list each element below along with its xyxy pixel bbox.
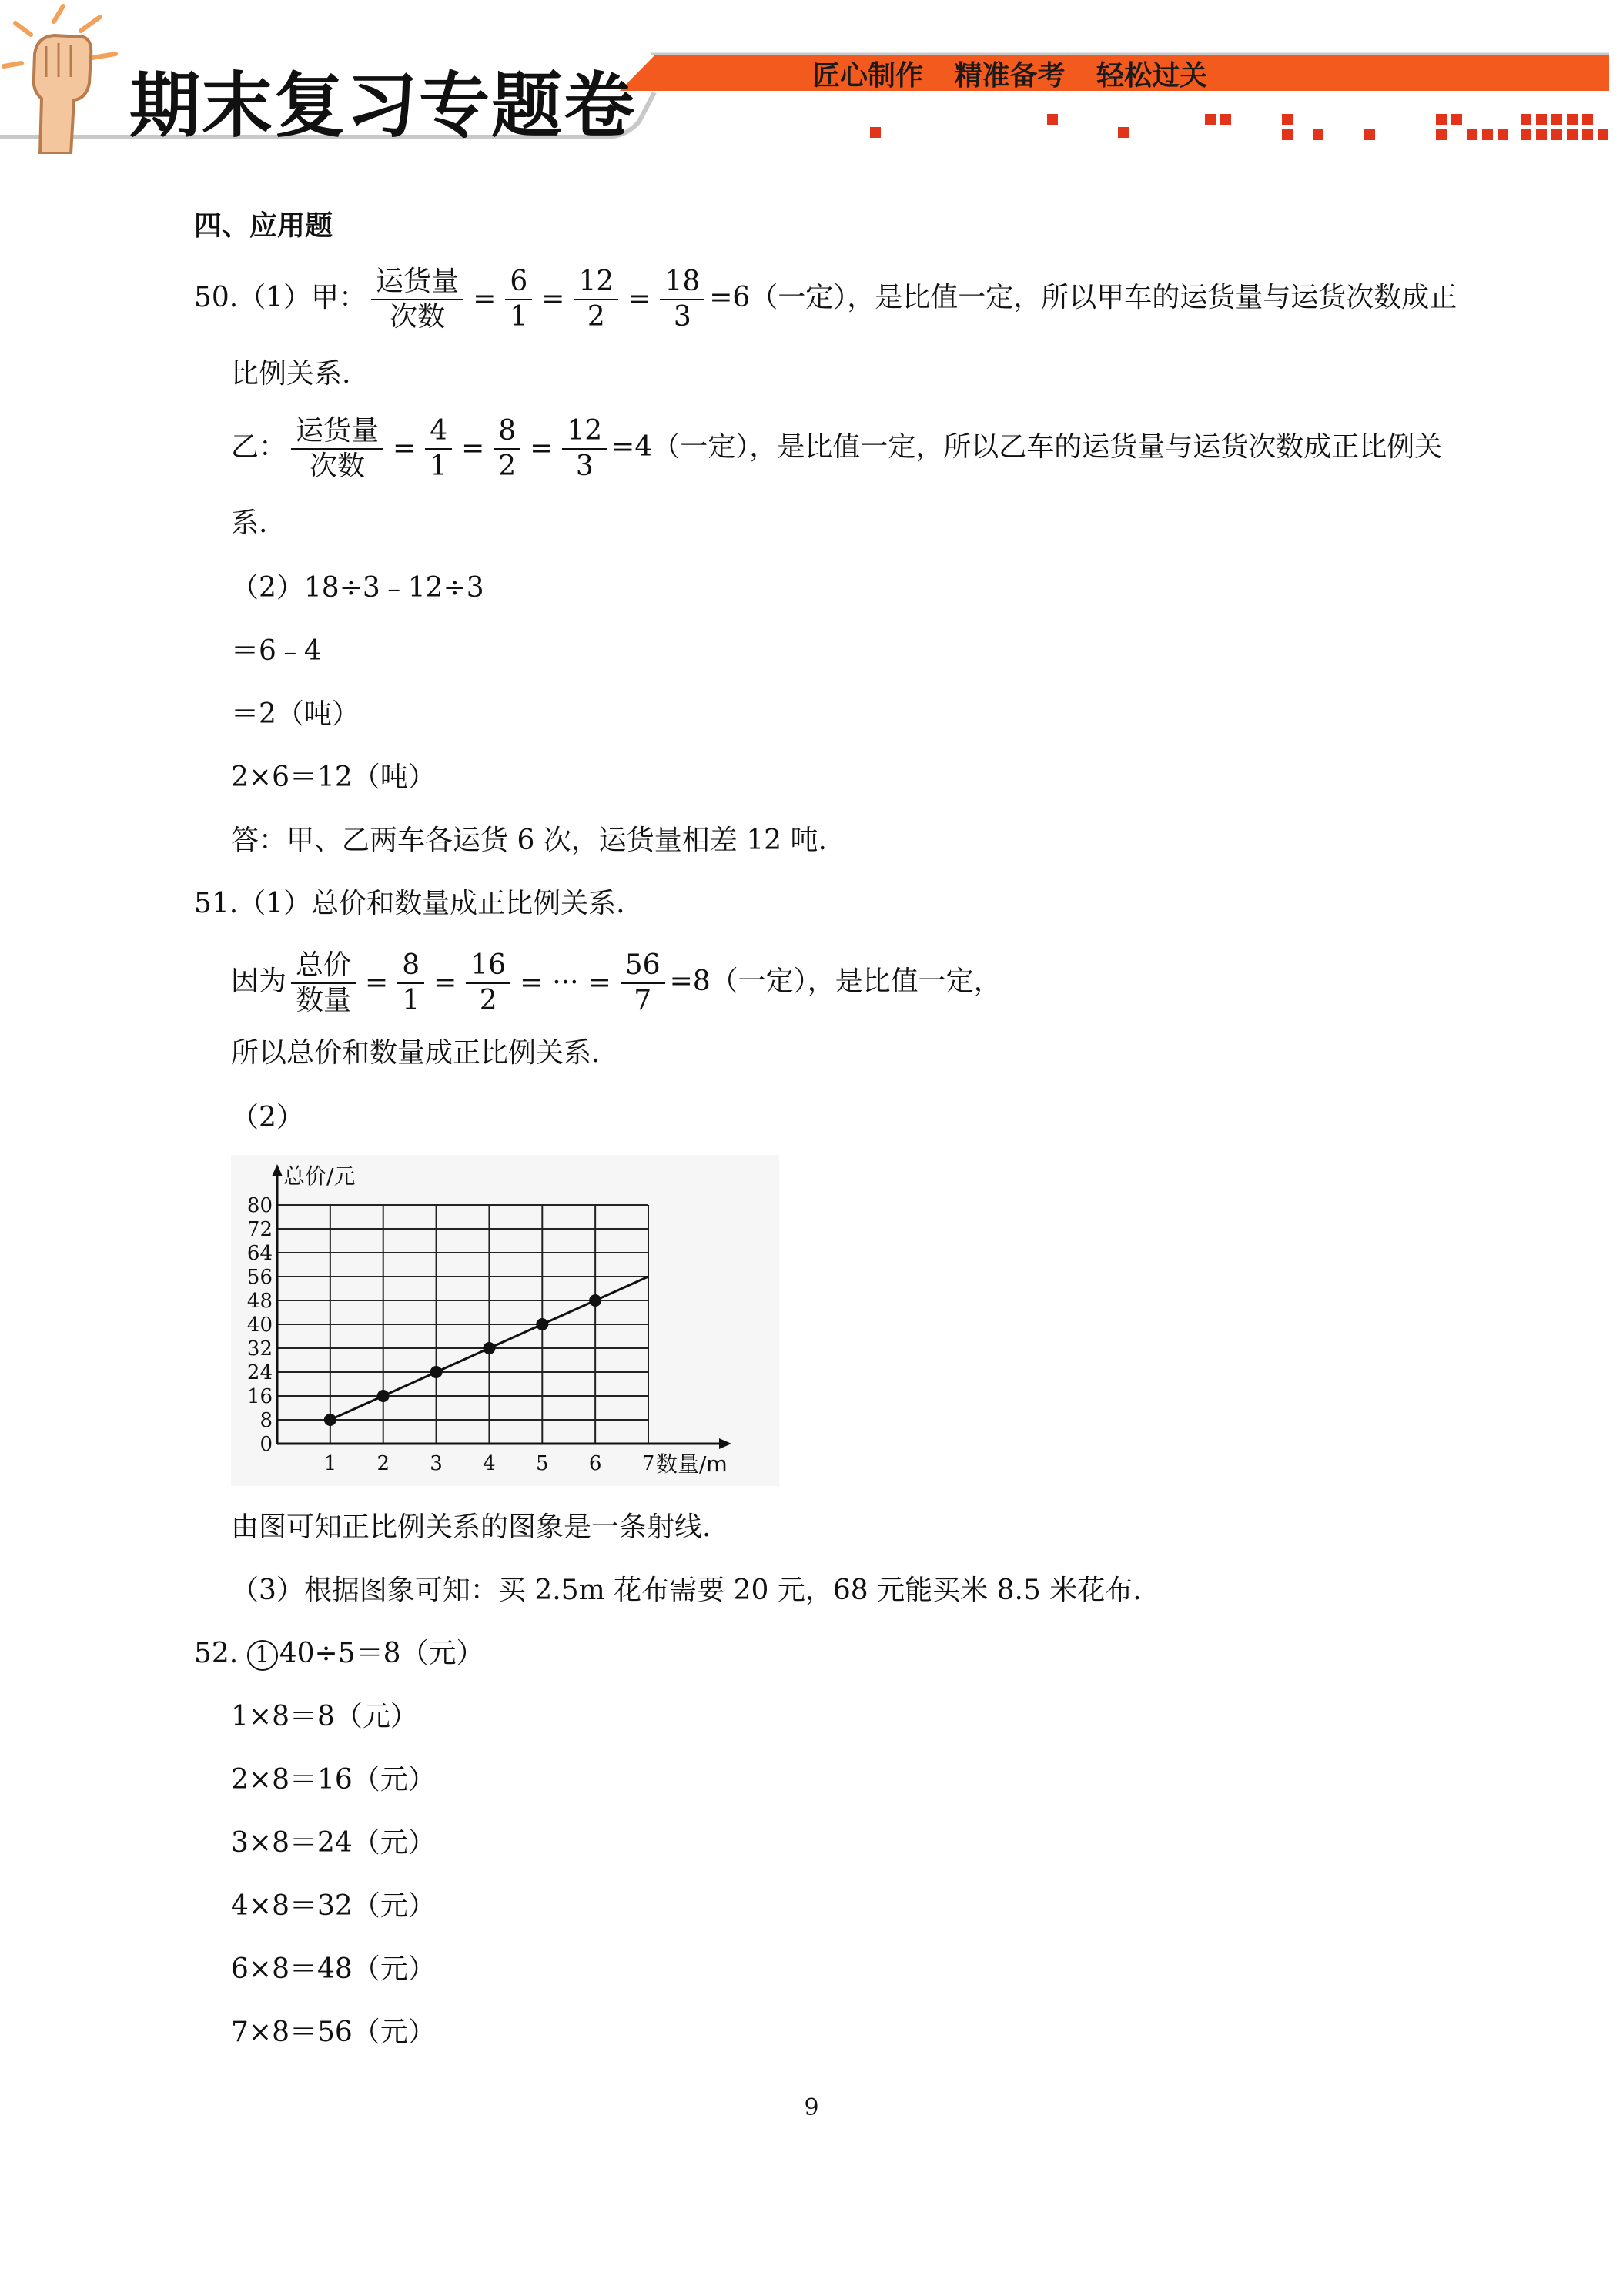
price-quantity-chart — [231, 1155, 779, 1486]
fraction: $\frac{12}{3}$ — [562, 414, 607, 484]
y-tick-label: 32 — [246, 1337, 273, 1361]
y-tick-label: 56 — [246, 1266, 273, 1289]
q50-part2-line-1: （2）18÷3﹣12÷3 — [231, 572, 484, 604]
raised-fist-icon — [0, 0, 131, 154]
fraction: $\frac{4}{1}$ — [425, 414, 452, 484]
q50-answer: 答：甲、乙两车各运货 6 次，运货量相差 12 吨. — [231, 825, 827, 856]
x-tick-label: 3 — [430, 1452, 443, 1475]
data-point — [377, 1390, 390, 1402]
y-tick-label: 80 — [246, 1194, 273, 1217]
data-point — [324, 1414, 336, 1426]
data-point — [483, 1342, 495, 1354]
q50-line-jia-cont: 比例关系. — [231, 358, 351, 390]
fraction-price-over-quantity: 总价 数量 — [291, 949, 356, 1018]
x-axis-arrow — [719, 1438, 731, 1449]
y-tick-label: 48 — [246, 1290, 273, 1313]
q52-line-7: 7×8＝56（元） — [231, 2017, 436, 2048]
q51-part3: （3）根据图象可知：买 2.5m 花布需要 20 元，68 元能买米 8.5 米花布. — [231, 1575, 1142, 1606]
q52-line-2: 1×8＝8（元） — [231, 1701, 418, 1732]
q51-line-3: 所以总价和数量成正比例关系. — [231, 1037, 601, 1069]
page-header — [0, 0, 1623, 154]
q50-prefix: 50.（1）甲： — [194, 282, 367, 313]
fraction-freight-over-trips: 运货量 次数 — [371, 265, 463, 334]
q52-line-1: 52. 1 40÷5＝8（元） — [194, 1638, 484, 1669]
q51-conclusion: =8（一定），是比值一定， — [669, 966, 1002, 997]
q52-line-6: 6×8＝48（元） — [231, 1953, 436, 1985]
q50-line-jia: 50.（1）甲： 运货量 次数 = $\frac{6}{1}$ = $\frac{12}{2}$ = $\frac{18}{3}$ =6（一定），是比值一定，所以甲车的运货量与运货次数成正 — [194, 266, 1457, 333]
y-axis-arrow — [272, 1164, 283, 1176]
q50-line-yi-cont: 系. — [231, 507, 268, 539]
fraction: $\frac{12}{2}$ — [574, 265, 618, 334]
q50-part2-line-2: ＝6﹣4 — [231, 635, 322, 667]
circled-number: 1 — [247, 1640, 278, 1671]
x-tick-label: 2 — [376, 1452, 390, 1475]
y-tick-label: 40 — [246, 1314, 273, 1337]
y-tick-label: 72 — [246, 1218, 273, 1241]
q51-line-1: 51.（1）总价和数量成正比例关系. — [194, 888, 625, 919]
x-tick-label: 6 — [588, 1452, 602, 1475]
y-tick-label: 0 — [259, 1433, 273, 1456]
y-tick-label: 16 — [246, 1385, 273, 1408]
q50-part2-line-3: ＝2（吨） — [231, 698, 360, 730]
fraction: $\frac{18}{3}$ — [660, 265, 704, 334]
fraction: $\frac{8}{2}$ — [494, 414, 520, 484]
q51-line-2: 因为 总价 数量 = $\frac{8}{1}$ = $\frac{16}{2}$ = ··· = $\frac{56}{7}$ =8（一定），是比值一定， — [231, 949, 1002, 1016]
y-axis-label: 总价/元 — [283, 1163, 356, 1189]
data-point — [430, 1366, 443, 1378]
page-number: 9 — [804, 2094, 819, 2121]
x-tick-label: 5 — [536, 1452, 549, 1475]
y-tick-label: 64 — [246, 1242, 273, 1265]
header-slogan: 匠心制作 精准备考 轻松过关 — [812, 60, 1208, 92]
chart-svg — [231, 1155, 779, 1486]
x-axis-label: 数量/m — [656, 1451, 728, 1477]
q52-line-3: 2×8＝16（元） — [231, 1764, 436, 1796]
q50-part2-line-4: 2×6＝12（吨） — [231, 761, 436, 793]
q51-part2-label: （2） — [231, 1102, 304, 1133]
q52-line-4: 3×8＝24（元） — [231, 1827, 436, 1859]
x-tick-label: 4 — [483, 1452, 496, 1475]
fraction-freight-over-trips: 运货量 次数 — [291, 414, 383, 484]
fraction: $\frac{56}{7}$ — [621, 949, 665, 1018]
data-point — [536, 1318, 548, 1330]
x-tick-label: 1 — [323, 1452, 337, 1475]
y-tick-label: 8 — [259, 1409, 273, 1432]
fraction: $\frac{8}{1}$ — [397, 949, 424, 1018]
fraction: $\frac{6}{1}$ — [505, 265, 532, 334]
section-title: 四、应用题 — [194, 210, 333, 242]
q51-graph-conclusion: 由图可知正比例关系的图象是一条射线. — [231, 1511, 711, 1543]
q52-line-5: 4×8＝32（元） — [231, 1890, 436, 1922]
header-title: 期末复习专题卷 — [129, 65, 637, 147]
data-point — [589, 1294, 601, 1307]
q50-line-yi: 乙： 运货量 次数 = $\frac{4}{1}$ = $\frac{8}{2}$ = $\frac{12}{3}$ =4（一定），是比值一定，所以乙车的运货量与运货次数成正比例关 — [231, 415, 1443, 482]
fraction: $\frac{16}{2}$ — [466, 949, 510, 1018]
q50-yi-conclusion: =4（一定），是比值一定，所以乙车的运货量与运货次数成正比例关 — [611, 431, 1443, 463]
y-tick-label: 24 — [246, 1361, 273, 1384]
x-tick-label: 7 — [641, 1452, 655, 1475]
q50-jia-conclusion: =6（一定），是比值一定，所以甲车的运货量与运货次数成正 — [709, 282, 1457, 313]
